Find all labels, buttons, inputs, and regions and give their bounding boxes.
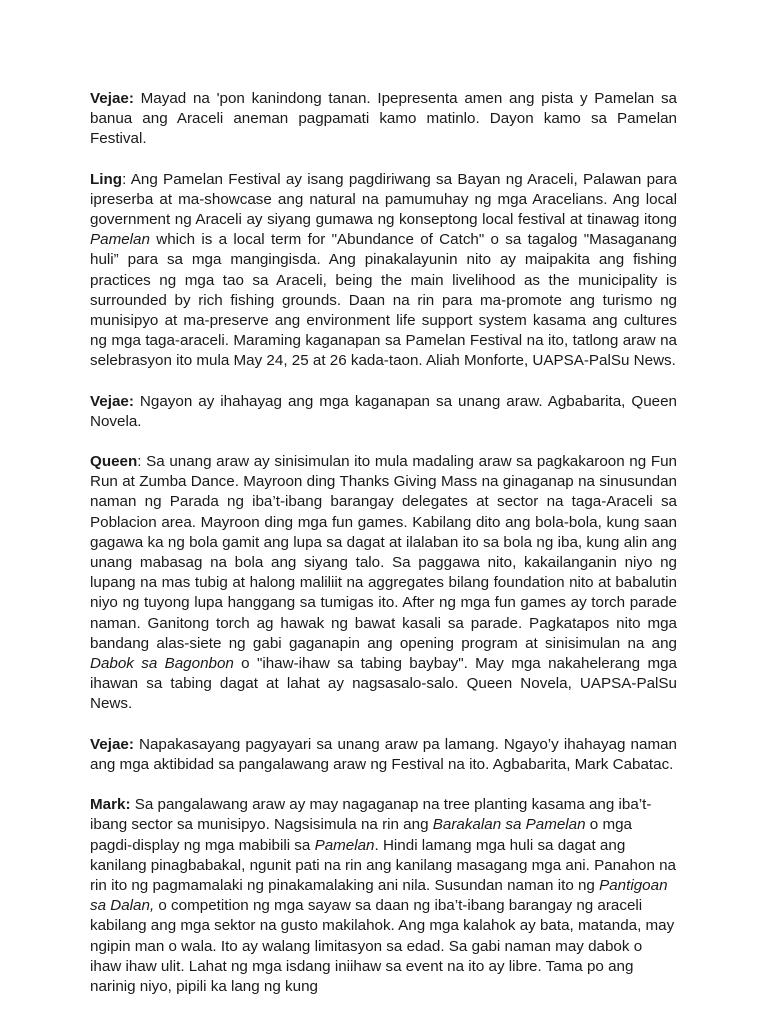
- body-text: : Sa unang araw ay sinisimulan ito mula madaling araw sa pagkakaroon ng Fun Run at Zumba Dance. Mayroon ding Thanks Giving Mass na ginaganap na sinusundan naman ng Parada ng iba’t-ibang barangay delegates at sector na taga-Araceli sa Poblacion area. Mayroon ding mga fun games. Kabilang dito ang bola-bola, kung saan gagawa ka ng bola gamit ang lupa sa dagat at ilalaban ito sa bola ng iba, kung alin ang unang mabasag na bola ang siyang talo. Sa paggawa nito, kakailanganin niyo ng lupang na mas tubig at halong maliliit na aggregates bilang foundation nito at babalutin niyo ng tuyong lupa hanggang sa tumigas ito. After ng mga fun games ay torch parade naman. Ganitong torch ag hawak ng bawat kasali sa parade. Pagkatapos nito mga bandang alas-siete ng gabi gaganapin ang opening program at sinisimulan na ang: [90, 453, 677, 652]
- speaker-name: Mark:: [90, 796, 131, 814]
- paragraph: [90, 735, 677, 775]
- italic-text: Dabok sa Bagonbon: [90, 655, 234, 673]
- speaker-name: Ling: [90, 170, 123, 188]
- body-text: . Hindi lamang mga huli sa dagat ang kanilang pinagbabakal, ngunit pati na rin ang kanilang masagang mga ani. Panahon na rin ito ng pagmamalaki ng pinakamalaking ani nila. Susundan naman ito ng: [90, 836, 677, 894]
- body-text: Ngayon ay ihahayag ang mga kaganapan sa unang araw. Agbabarita, Queen Novela.: [90, 392, 677, 430]
- paragraph: [90, 795, 677, 997]
- body-text: Sa pangalawang araw ay may nagaganap na tree planting kasama ang iba’t-ibang sector sa munisipyo. Nagsisimula na rin ang: [90, 796, 652, 834]
- speaker-name: Vejae:: [90, 90, 134, 107]
- italic-text: Pamelan: [90, 231, 150, 249]
- speaker-name: Vejae:: [90, 735, 134, 753]
- italic-text: Barakalan sa Pamelan: [432, 816, 586, 834]
- body-text: Mayad na 'pon kanindong tanan. Ipepresenta amen ang pista y Pamelan sa banua ang Araceli aneman pagpamati kamo matinlo. Dayon kamo sa Pamelan Festival.: [90, 90, 677, 148]
- speaker-name: Vejae:: [90, 392, 134, 410]
- italic-text: Pamelan: [314, 836, 375, 854]
- body-text: Napakasayang pagyayari sa unang araw pa lamang. Ngayo’y ihahayag naman ang mga aktibidad sa pangalawang araw ng Festival na ito. Agbabarita, Mark Cabatac.: [90, 735, 677, 773]
- speaker-name: Queen: [90, 453, 138, 471]
- paragraph: [90, 89, 677, 150]
- body-text: o mga pagdi-display ng mga mabibili sa: [90, 816, 632, 854]
- paragraph: [90, 170, 677, 372]
- paragraph: [90, 392, 677, 432]
- body-text: which is a local term for "Abundance of Catch" o sa tagalog "Masaganang huli” para sa mga mangingisda. Ang pinakalayunin nito ay maipakita ang fishing practices ng mga tao sa Araceli, being the main livelihood as the municipality is surrounded by rich fishing grounds. Daan na rin para ma-promote ang turismo ng munisipyo at ma-preserve ang environment life support system kasama ang cultures ng mga taga-araceli. Maraming kaganapan sa Pamelan Festival na ito, tatlong araw na selebrasyon ito mula May 24, 25 at 26 kada-taon. Aliah Monforte, UAPSA-PalSu News.: [90, 231, 677, 370]
- body-text: o competition ng mga sayaw sa daan ng iba’t-ibang barangay ng araceli kabilang ang mga sektor na gusto makilahok. Ang mga kalahok ay bata, matanda, may ngipin man o wala. Ito ay walang limitasyon sa edad. Sa gabi naman may dabok o ihaw ihaw ulit. Lahat ng mga isdang iniihaw sa event na ito ay libre. Tama po ang narinig niyo, pipili ka lang ng kung: [90, 897, 675, 995]
- italic-text: Pantigoan sa Dalan,: [90, 876, 668, 915]
- body-text: : Ang Pamelan Festival ay isang pagdiriwang sa Bayan ng Araceli, Palawan para ipreserba at ma-showcase ang natural na pamumuhay ng mga Aracelians. Ang local government ng Araceli ay siyang gumawa ng konseptong local festival at tinawag itong: [90, 170, 677, 229]
- body-text: o "ihaw-ihaw sa tabing baybay". May mga nakahelerang mga ihawan sa tabing dagat at lahat ay nagsasalo-salo. Queen Novela, UAPSA-PalSu News.: [90, 655, 677, 713]
- paragraph: [90, 452, 677, 715]
